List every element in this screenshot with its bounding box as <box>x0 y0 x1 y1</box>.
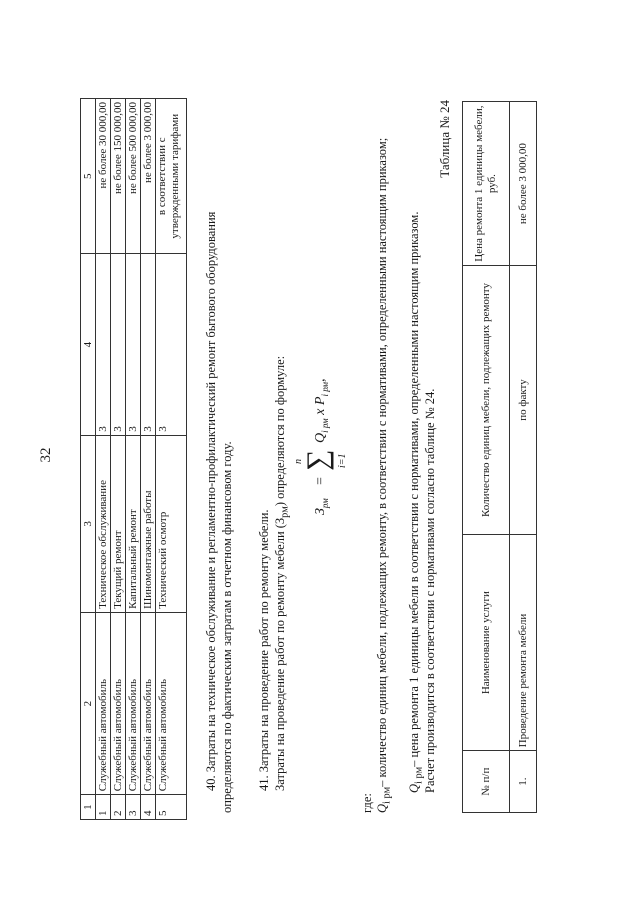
service-type: Технический осмотр <box>156 435 187 612</box>
header-cell: 2 <box>81 612 96 794</box>
vehicle-type: Служебный автомобиль <box>126 612 141 794</box>
service-type: Капитальный ремонт <box>126 435 141 612</box>
service-type: Техническое обслуживание <box>96 435 111 612</box>
table-row <box>126 99 141 820</box>
paragraph-40-line-1: 40. Затраты на техническое обслуживание и регламентно-профилактический ремонт бытового оборудования <box>204 211 218 791</box>
quantity: 3 <box>126 254 141 435</box>
page-number: 32 <box>38 447 54 463</box>
vehicle-type: Служебный автомобиль <box>111 612 126 794</box>
quantity: 3 <box>96 254 111 435</box>
table-header-row <box>463 102 510 813</box>
vehicle-service-table <box>80 98 187 820</box>
table-row <box>510 102 537 813</box>
table-header-row <box>81 99 96 820</box>
furniture-repair-table <box>462 101 537 813</box>
row-number: 4 <box>141 795 156 820</box>
formula-lower-limit: i=1 <box>337 453 348 468</box>
quantity: по факту <box>510 266 537 535</box>
definition-quantity-text: – количество единиц мебели, подлежащих ремонту, в соответствии с нормативами, определенными настоящим приказом; <box>375 137 389 787</box>
formula-upper-limit: n <box>293 459 304 464</box>
definition-quantity <box>374 101 396 813</box>
formula-times: x <box>313 405 328 419</box>
row-number: 1. <box>510 751 537 813</box>
vehicle-type: Служебный автомобиль <box>156 612 187 794</box>
paragraph-41-subscript: рм <box>279 506 291 518</box>
price-limit: не более 3 000,00 <box>510 102 537 266</box>
quantity: 3 <box>156 254 187 435</box>
header-cell: Количество единиц мебели, подлежащих ремонту <box>463 266 510 535</box>
where-label: где: <box>360 793 374 813</box>
price-limit: не более 3 000,00 <box>141 99 156 254</box>
quantity: 3 <box>141 254 156 435</box>
row-number: 1 <box>96 795 111 820</box>
vehicle-type: Служебный автомобиль <box>96 612 111 794</box>
table-row <box>111 99 126 820</box>
header-cell: 5 <box>81 99 96 254</box>
formula-end: , <box>313 378 328 382</box>
row-number: 5 <box>156 795 187 820</box>
formula-p-subscript: i рм <box>319 382 330 397</box>
price-limit: не более 500 000,00 <box>126 99 141 254</box>
paragraph-40 <box>203 103 235 813</box>
header-cell: 1 <box>81 795 96 820</box>
furniture-repair-formula <box>295 315 353 515</box>
paragraph-41-text-start: Затраты на проведение работ по ремонту мебели (З <box>273 517 287 791</box>
service-name: Проведение ремонта мебели <box>510 534 537 750</box>
row-number: 3 <box>126 795 141 820</box>
header-cell: 4 <box>81 254 96 435</box>
table-row <box>156 99 187 820</box>
definition-price-text: – цена ремонта 1 единицы мебели в соответствии с нормативами, определенными настоящим приказом. <box>407 211 421 767</box>
definition-quantity-symbol: Q <box>375 803 389 813</box>
service-type: Шиномонтажные работы <box>141 435 156 612</box>
formula-equals: = <box>313 477 328 485</box>
definition-price-subscript: i рм <box>413 766 425 784</box>
paragraph-40-line-2: определяются по фактическим затратам в отчетном финансовом году. <box>220 441 234 813</box>
definition-price-symbol: Q <box>407 783 421 793</box>
calculation-note: Расчет производится в соответствии с нормативами согласно таблице № 24. <box>423 388 437 793</box>
vehicle-type: Служебный автомобиль <box>141 612 156 794</box>
price-limit: не более 150 000,00 <box>111 99 126 254</box>
formula-lhs-symbol: З <box>313 508 328 515</box>
formula-q: Q <box>313 432 328 443</box>
table-row <box>141 99 156 820</box>
service-type: Текущий ремонт <box>111 435 126 612</box>
header-cell: № п/п <box>463 751 510 813</box>
formula-rhs <box>313 379 330 444</box>
paragraph-41-text <box>272 103 294 813</box>
price-limit: не более 30 000,00 <box>96 99 111 254</box>
row-number: 2 <box>111 795 126 820</box>
sigma-icon: ∑ <box>301 449 334 471</box>
paragraph-41-title: 41. Затраты на проведение работ по ремонту мебели. <box>257 509 271 791</box>
quantity: 3 <box>111 254 126 435</box>
paragraph-41-text-end: ) определяются по формуле: <box>273 355 287 507</box>
formula-p: P <box>313 396 328 406</box>
header-cell: Наименование услуги <box>463 534 510 750</box>
table-caption: Таблица № 24 <box>437 100 452 178</box>
header-cell: Цена ремонта 1 единицы мебели, руб. <box>463 102 510 266</box>
price-limit: в соответствии с утвержденными тарифами <box>156 99 187 254</box>
table-row <box>96 99 111 820</box>
formula-lhs <box>313 498 330 515</box>
header-cell: 3 <box>81 435 96 612</box>
definition-quantity-subscript: i рм <box>381 786 393 804</box>
formula-q-subscript: i рм <box>319 418 330 433</box>
formula-lhs-subscript: рм <box>319 498 330 509</box>
